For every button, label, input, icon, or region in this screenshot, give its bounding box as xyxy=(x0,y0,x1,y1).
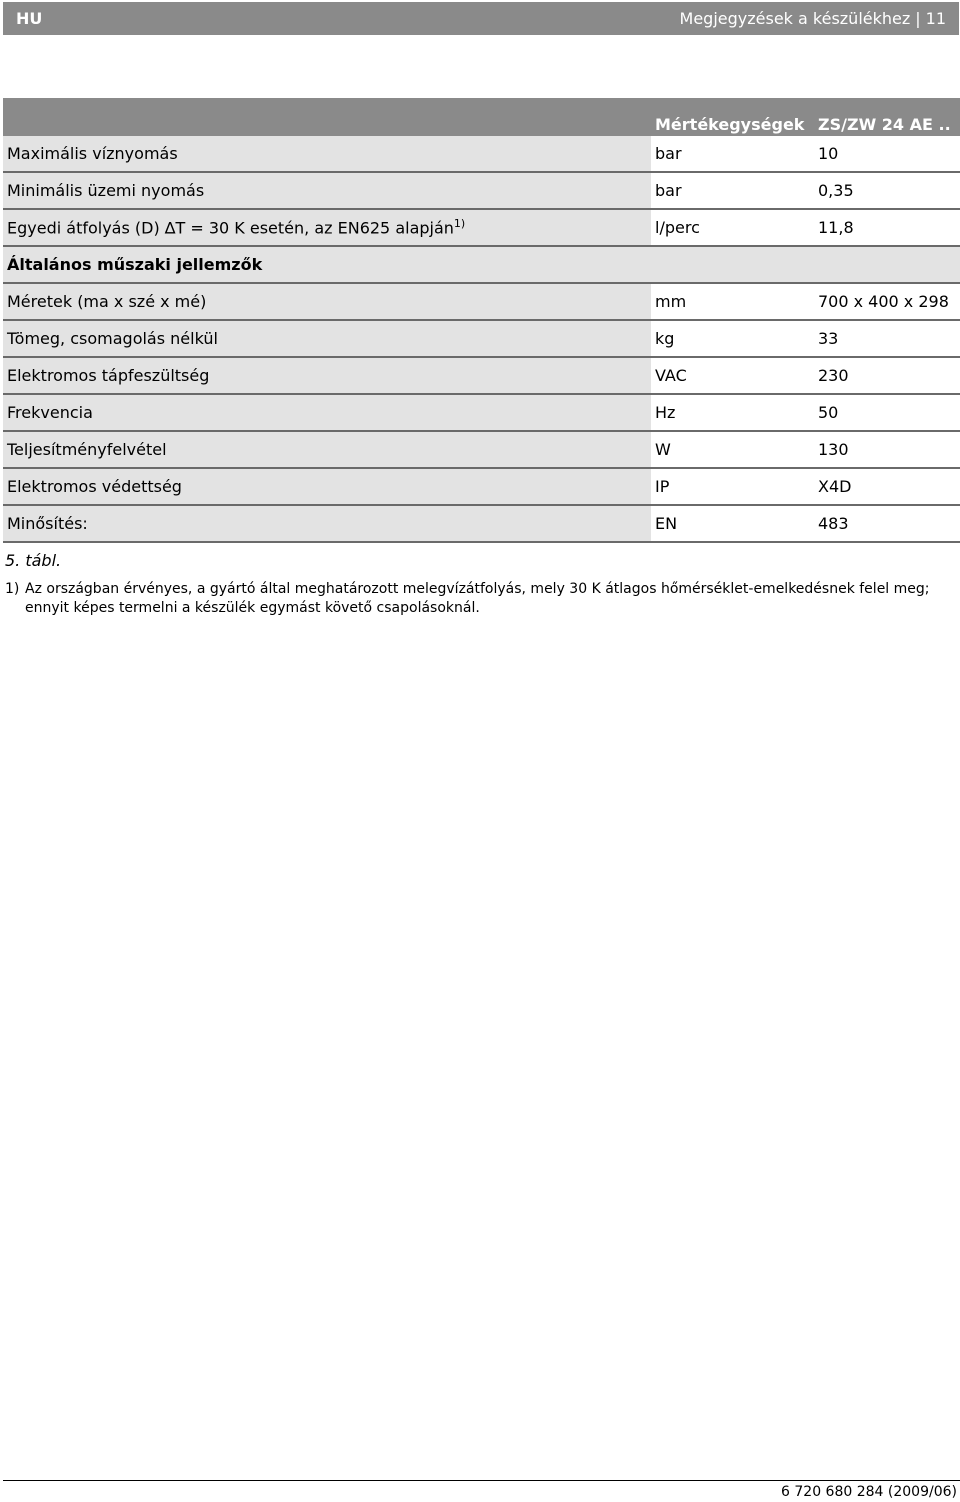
language-code: HU xyxy=(16,9,43,28)
header-separator: | xyxy=(915,9,921,28)
row-label-text: Tömeg, csomagolás nélkül xyxy=(7,329,218,348)
table-header-row xyxy=(3,98,960,136)
row-unit: l/perc xyxy=(651,209,814,246)
row-unit: bar xyxy=(651,172,814,209)
table-row xyxy=(3,505,960,542)
row-value: 230 xyxy=(814,357,960,394)
row-value: 0,35 xyxy=(814,172,960,209)
table-section-row xyxy=(3,246,960,283)
row-value: X4D xyxy=(814,468,960,505)
footnote-text: Az országban érvényes, a gyártó által meghatározott melegvízátfolyás, mely 30 K átlagos hőmérséklet-emelkedésnek felel meg; ennyit képes termelni a készülék egymást követő csapolásoknál. xyxy=(25,581,930,616)
table-row xyxy=(3,172,960,209)
row-label-text: Méretek (ma x szé x mé) xyxy=(7,292,207,311)
row-label xyxy=(3,431,651,468)
table-row xyxy=(3,357,960,394)
row-label-text: Maximális víznyomás xyxy=(7,144,178,163)
row-label xyxy=(3,172,651,209)
row-unit: bar xyxy=(651,136,814,172)
row-unit: Hz xyxy=(651,394,814,431)
row-label xyxy=(3,209,651,246)
row-label-text: Minősítés: xyxy=(7,514,88,533)
header-right xyxy=(680,9,946,28)
row-label-text: Frekvencia xyxy=(7,403,93,422)
row-value: 11,8 xyxy=(814,209,960,246)
table-row xyxy=(3,209,960,246)
row-label-text: Teljesítményfelvétel xyxy=(7,440,167,459)
footnote xyxy=(5,580,955,618)
row-value: 130 xyxy=(814,431,960,468)
row-label xyxy=(3,283,651,320)
row-value: 483 xyxy=(814,505,960,542)
row-unit: EN xyxy=(651,505,814,542)
row-value: 33 xyxy=(814,320,960,357)
row-label-text: Elektromos tápfeszültség xyxy=(7,366,210,385)
spec-table xyxy=(3,98,960,543)
table-row xyxy=(3,320,960,357)
row-unit: W xyxy=(651,431,814,468)
row-value: 10 xyxy=(814,136,960,172)
row-label xyxy=(3,136,651,172)
row-unit: VAC xyxy=(651,357,814,394)
table-body xyxy=(3,136,960,542)
section-label: Általános műszaki jellemzők xyxy=(3,246,960,283)
row-label xyxy=(3,320,651,357)
page-number: 11 xyxy=(925,9,946,28)
row-label-text: Egyedi átfolyás (D) ∆T = 30 K esetén, az EN625 alapján xyxy=(7,218,454,238)
row-unit: IP xyxy=(651,468,814,505)
row-label xyxy=(3,357,651,394)
footnote-mark: 1) xyxy=(5,581,20,597)
page-header xyxy=(3,2,959,35)
row-label xyxy=(3,505,651,542)
row-value: 700 x 400 x 298 xyxy=(814,283,960,320)
table-row xyxy=(3,394,960,431)
document-code: 6 720 680 284 (2009/06) xyxy=(781,1484,957,1500)
table-row xyxy=(3,283,960,320)
table-row xyxy=(3,136,960,172)
header-unit: Mértékegységek xyxy=(651,98,814,136)
header-label xyxy=(3,98,651,136)
row-value: 50 xyxy=(814,394,960,431)
row-label-text: Elektromos védettség xyxy=(7,477,182,496)
row-label-text: Minimális üzemi nyomás xyxy=(7,181,205,200)
table-row xyxy=(3,468,960,505)
table-row xyxy=(3,431,960,468)
row-unit: mm xyxy=(651,283,814,320)
footnote-reference: 1) xyxy=(453,217,466,231)
footer-rule xyxy=(3,1480,960,1481)
row-label xyxy=(3,468,651,505)
header-model: ZS/ZW 24 AE .. xyxy=(814,98,960,136)
section-title: Megjegyzések a készülékhez xyxy=(679,9,911,28)
row-unit: kg xyxy=(651,320,814,357)
row-label xyxy=(3,394,651,431)
table-caption: 5. tábl. xyxy=(5,551,62,570)
